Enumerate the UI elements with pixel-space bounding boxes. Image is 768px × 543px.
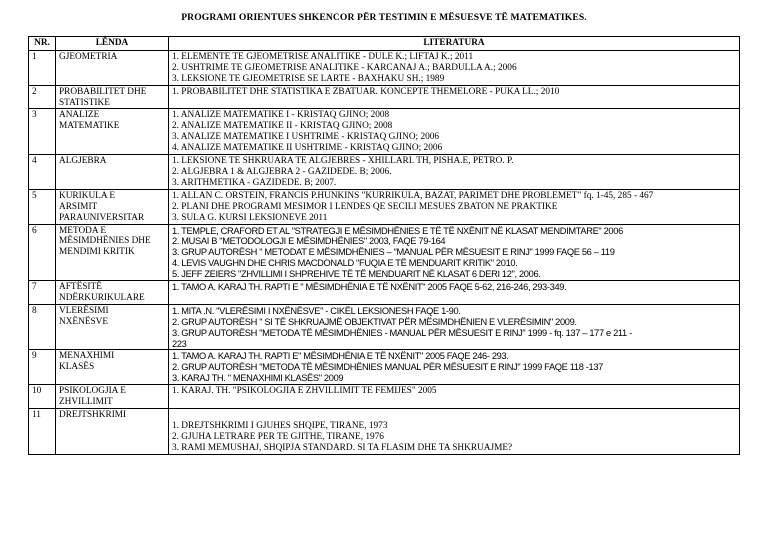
literature-entry: 4. ANALIZE MATEMATIKE II USHTRIME - KRISTAQ GJINO; 2006 xyxy=(172,143,443,154)
literature-cell xyxy=(169,109,740,155)
literature-cell xyxy=(169,409,740,455)
subject-line: KURIKULA E xyxy=(59,190,116,201)
subject-cell xyxy=(56,350,169,385)
literature-cell xyxy=(169,281,740,305)
literature-entry: 3. GRUP AUTORËSH " METODAT E MËSIMDHËNIES – "MANUAL PËR MËSUESIT E RINJ" 1999 FAQE 56 – 119 xyxy=(172,247,615,258)
subject-cell xyxy=(56,224,169,281)
subject-line: MATEMATIKE xyxy=(59,121,120,132)
table-row xyxy=(29,85,740,109)
header-subject: LËNDA xyxy=(56,37,169,51)
subject-cell xyxy=(56,409,169,455)
literature-entry: 3. RAMI MEMUSHAJ, SHQIPJA STANDARD. SI TA FLASIM DHE TA SHKRUAJMË? xyxy=(172,442,513,453)
table-body xyxy=(29,50,740,454)
subject-line: STATISTIKE xyxy=(59,97,110,108)
literature-cell xyxy=(169,155,740,190)
table-row xyxy=(29,304,740,350)
table-row xyxy=(29,224,740,281)
literature-entry: 2. ANALIZE MATEMATIKE II - KRISTAQ GJINO; 2008 xyxy=(172,121,393,132)
subject-line: ZHVILLIMIT xyxy=(59,397,113,408)
literature-entry: 2. GJUHA LETRARE PËR TË GJITHË, TIRANË, 1976 xyxy=(172,431,384,442)
literature-entry: 1. TAMO A. KARAJ TH. RAPTI E" MËSIMDHËNIA E TË NXËNIT" 2005 FAQE 246- 293. xyxy=(172,351,509,362)
subject-line: METODA E xyxy=(59,225,107,236)
literature-entry: 3. ARITHMETIKA - GAZIDEDE. B; 2007. xyxy=(172,177,337,188)
literature-entry: 1. LEKSIONE TE SHKRUARA TE ALGJEBRES - XHILLARI. TH, PISHA.E, PETRO. P. xyxy=(172,156,514,167)
literature-entry: 3. ANALIZE MATEMATIKE I USHTRIME - KRISTAQ GJINO; 2006 xyxy=(172,132,440,143)
subject-cell xyxy=(56,281,169,305)
subject-cell xyxy=(56,385,169,409)
row-number: 7 xyxy=(29,281,56,305)
row-number: 11 xyxy=(29,409,56,455)
literature-table xyxy=(28,36,740,455)
table-row xyxy=(29,409,740,455)
literature-entry: 1. KARAJ. TH. "PSIKOLOGJIA E ZHVILLIMIT TË FËMIJËS" 2005 xyxy=(172,386,437,397)
literature-entry: 2. USHTRIME TE GJEOMETRISE ANALITIKE - KARCANAJ A.; BARDULLA A.; 2006 xyxy=(172,62,517,73)
subject-line: VLERËSIMI xyxy=(59,305,109,316)
row-number: 3 xyxy=(29,109,56,155)
document-title: PROGRAMI ORIENTUES SHKENCOR PËR TESTIMIN E MËSUESVE TË MATEMATIKES. xyxy=(181,12,587,23)
subject-line: PROBABILITET DHE xyxy=(59,86,147,97)
literature-cell xyxy=(169,304,740,350)
literature-entry: 2. ALGJEBRA 1 & ALGJEBRA 2 - GAZIDEDE. B; 2006. xyxy=(172,166,392,177)
table-row xyxy=(29,50,740,85)
literature-entry: 2. GRUP AUTORËSH " SI TË SHKRUAJMË OBJEKTIVAT PËR MËSIMDHËNIEN E VLERËSIMIN" 2009. xyxy=(172,316,577,327)
subject-cell xyxy=(56,85,169,109)
literature-entry: 1. DREJTSHKRIMI I GJUHËS SHQIPE, TIRANË, 1973 xyxy=(172,420,388,431)
literature-entry xyxy=(172,410,736,421)
subject-line: NDËRKURIKULARE xyxy=(59,292,145,303)
literature-cell xyxy=(169,189,740,224)
literature-entry: 3. LEKSIONE TE GJEOMETRISE SË LARTË - BAXHAKU SH.; 1989 xyxy=(172,73,445,84)
table-row xyxy=(29,189,740,224)
literature-entry: 2. MUSAI B "METODOLOGJI E MËSIMDHËNIES" 2003, FAQE 79-164 xyxy=(172,236,446,247)
subject-cell xyxy=(56,304,169,350)
header-nr: NR. xyxy=(29,37,56,51)
literature-entry: 4. LEVIS VAUGHN DHE CHRIS MACDONALD "FUQIA E TË MENDUARIT KRITIK" 2010. xyxy=(172,258,518,269)
subject-line: NXËNËSVE xyxy=(59,316,109,327)
row-number: 10 xyxy=(29,385,56,409)
subject-line: MENAXHIMI xyxy=(59,351,115,362)
literature-entry: 3. SULA G. KURSI LEKSIONEVE 2011 xyxy=(172,212,328,223)
literature-cell xyxy=(169,350,740,385)
subject-line: ANALIZE xyxy=(59,110,100,121)
subject-cell xyxy=(56,155,169,190)
subject-line: ALGJEBRA xyxy=(59,156,107,167)
subject-line: DREJTSHKRIMI xyxy=(59,410,127,420)
row-number: 2 xyxy=(29,85,56,109)
literature-entry: 2. GRUP AUTORËSH "METODA TË MËSIMDHËNIES MANUAL PËR MËSUESIT E RINJ" 1999 FAQE 118 -137 xyxy=(172,362,603,373)
literature-cell xyxy=(169,85,740,109)
subject-line: MËSIMDHËNIES DHE xyxy=(59,236,151,247)
row-number: 9 xyxy=(29,350,56,385)
literature-entry: 1. TAMO A. KARAJ TH. RAPTI E " MËSIMDHËNIA E TË NXËNIT" 2005 FAQE 5-62, 216-246, 293-349. xyxy=(172,282,567,293)
literature-entry: 1. TEMPLE, CRAFORD ET AL "STRATEGJI E MËSIMDHËNIES E TË TË NXËNIT NË KLASAT MENDIMTARE" 2006 xyxy=(172,225,623,236)
literature-entry: 1. ELEMENTE TE GJEOMETRISE ANALITIKE - DULE K.; LIFTAJ K.; 2011 xyxy=(172,51,474,62)
literature-entry: 2. PLANI DHE PROGRAMI MËSIMOR I LËNDËS QË SECILI MËSUES ZBATON NË PRAKTIKË xyxy=(172,201,558,212)
table-row xyxy=(29,155,740,190)
literature-entry: 3. KARAJ TH. " MENAXHIMI KLASËS" 2009 xyxy=(172,373,344,384)
literature-cell xyxy=(169,224,740,281)
subject-line: AFTËSITË xyxy=(59,282,102,293)
table-row xyxy=(29,109,740,155)
row-number: 4 xyxy=(29,155,56,190)
subject-line: GJEOMETRIA xyxy=(59,51,118,62)
subject-line: ARSIMIT xyxy=(59,201,98,212)
literature-entry: 1. MITA .N. "VLERËSIMI I NXËNËSVE" - CIKËL LEKSIONESH FAQE 1-90. xyxy=(172,305,461,316)
literature-entry: 1. ALLAN C. ORSTEIN, FRANCIS P.HUNKINS "KURRIKULA, BAZAT, PARIMET DHE PROBLEMET" fq. 1-45, 285 - 467 xyxy=(172,190,654,201)
subject-cell xyxy=(56,189,169,224)
literature-entry: 5. JEFF ZEIERS "ZHVILLIMI I SHPREHIVE TË TË MENDUARIT NË KLASAT 6 DERI 12", 2006. xyxy=(172,269,541,280)
subject-line: MENDIMI KRITIK xyxy=(59,247,135,258)
subject-cell xyxy=(56,109,169,155)
literature-entry: 1. PROBABILITET DHE STATISTIKA E ZBATUAR. KONCEPTE THEMELORE - PUKA LL.; 2010 xyxy=(172,86,560,97)
row-number: 5 xyxy=(29,189,56,224)
table-row xyxy=(29,350,740,385)
table-row xyxy=(29,281,740,305)
header-literature: LITERATURA xyxy=(169,37,740,51)
table-header-row xyxy=(29,37,740,51)
row-number: 1 xyxy=(29,50,56,85)
table-row xyxy=(29,385,740,409)
literature-entry: 3. GRUP AUTORËSH "METODA TË MËSIMDHËNIES - MANUAL PËR MËSUESIT E RINJ" 1999 - fq. 137 – 177 e 211 - xyxy=(172,327,632,338)
subject-cell xyxy=(56,50,169,85)
subject-line: PARAUNIVERSITAR xyxy=(59,212,145,223)
literature-cell xyxy=(169,385,740,409)
row-number: 8 xyxy=(29,304,56,350)
literature-cell xyxy=(169,50,740,85)
literature-entry: 1. ANALIZE MATEMATIKE I - KRISTAQ GJINO; 2008 xyxy=(172,110,390,121)
subject-line: PSIKOLOGJIA E xyxy=(59,386,126,397)
row-number: 6 xyxy=(29,224,56,281)
literature-entry: 223 xyxy=(172,338,187,349)
subject-line: KLASËS xyxy=(59,362,95,373)
